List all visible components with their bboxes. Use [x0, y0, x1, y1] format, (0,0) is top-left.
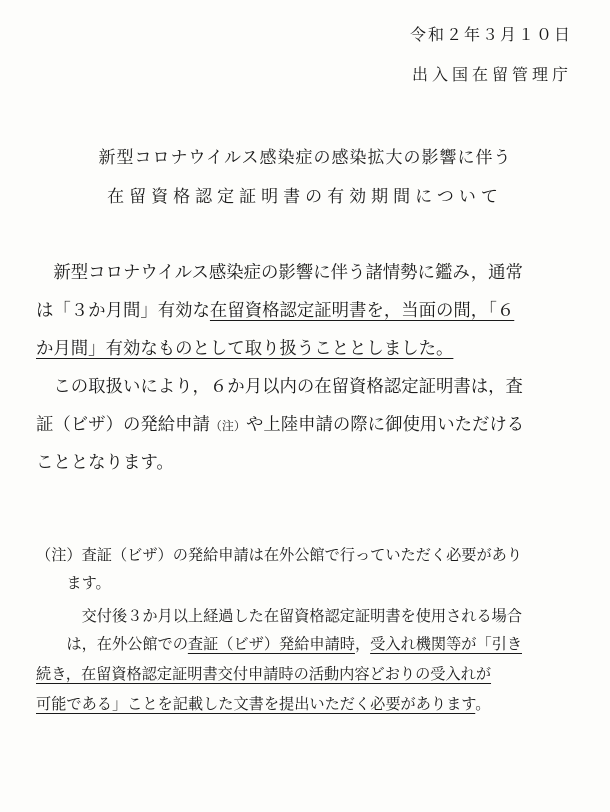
underlined-text: 在留資格認定証明書を，当面の間，「６ [209, 301, 515, 321]
document-title-line-1: 新型コロナウイルス感染症の感染拡大の影響に伴う [98, 148, 512, 168]
paragraph-2-line-3: こととなります。 [36, 453, 174, 473]
paragraph-2-text: 証（ビザ）の発給申請 [36, 415, 210, 435]
note-line-6 [36, 693, 490, 715]
underlined-text: 続き，在留資格認定証明書交付申請時の活動内容どおりの受入れが [36, 665, 492, 683]
note-text: ， [354, 635, 371, 653]
note-line-1: （注）査証（ビザ）の発給申請は在外公館で行っていただく必要があり [36, 546, 522, 564]
note-text: 。 [475, 695, 491, 713]
underlined-text: 可能である」ことを記載した文書を提出いただく必要があります [36, 695, 476, 713]
document-title-line-2: 在留資格認定証明書の有効期間について [107, 187, 503, 207]
underlined-text: 受入れ機関等が「引き [370, 635, 522, 653]
note-text: は，在外公館での [36, 635, 188, 653]
underlined-text: 査証（ビザ）発給申請時 [187, 635, 355, 653]
issue-date: 令和２年３月１０日 [409, 25, 572, 44]
paragraph-1-line-2 [36, 299, 514, 323]
underlined-text: か月間」有効なものとして取り扱うこととしました。 [36, 339, 454, 359]
note-line-2: ます。 [36, 574, 111, 592]
paragraph-1-line-1: 新型コロナウイルス感染症の影響に伴う諸情勢に鑑み，通常 [36, 263, 523, 283]
issuing-agency: 出入国在留管理庁 [411, 65, 572, 84]
note-line-3: 交付後３か月以上経過した在留資格認定証明書を使用される場合 [36, 607, 522, 625]
note-line-5 [36, 663, 491, 685]
note-line-4 [36, 633, 522, 655]
note-marker: （注） [209, 419, 246, 433]
paragraph-2-line-2 [36, 413, 524, 438]
paragraph-1-text: は「３か月間」有効な [36, 301, 210, 321]
paragraph-2-text: や上陸申請の際に御使用いただける [245, 415, 525, 435]
paragraph-1-line-3 [36, 337, 453, 361]
paragraph-2-line-1: この取扱いにより，６か月以内の在留資格認定証明書は，査 [36, 377, 523, 397]
